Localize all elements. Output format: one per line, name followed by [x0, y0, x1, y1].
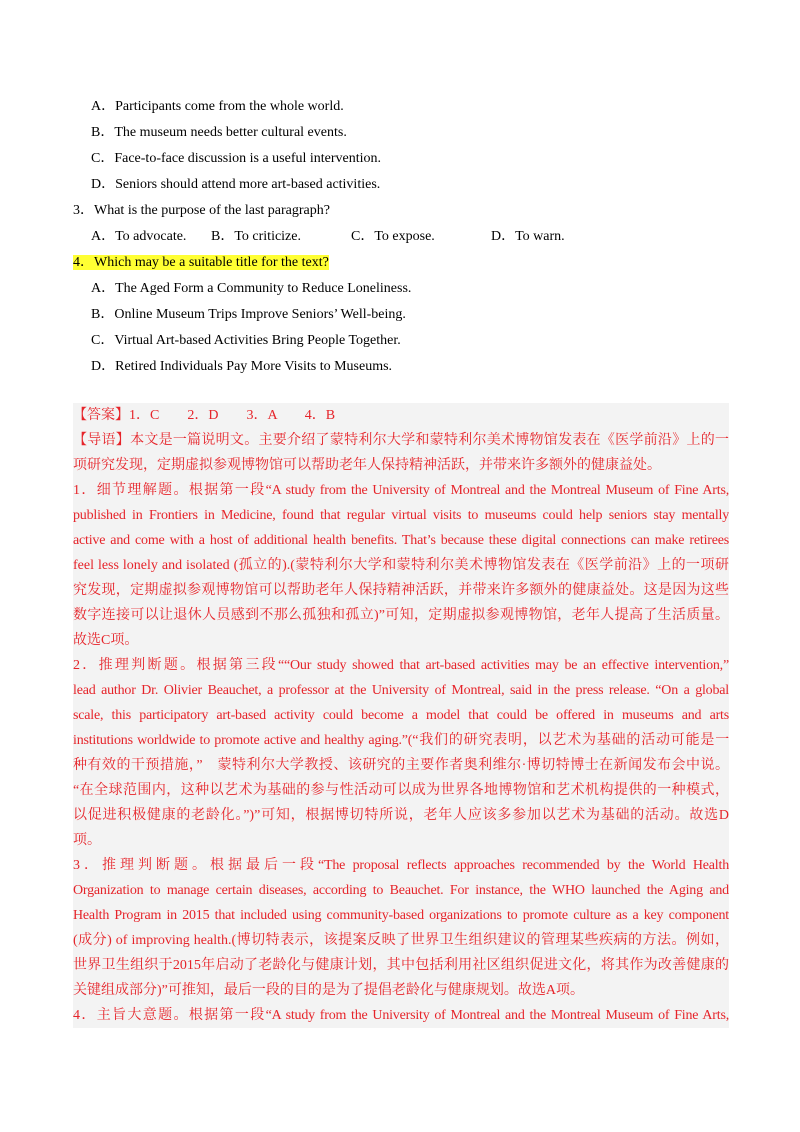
answer-line: “在全球范围内，这种以艺术为基础的参与性活动可以成为世界各地博物馆和艺术机构提供的一种模式， — [73, 783, 729, 798]
answer-line: institutions worldwide to promote active and healthy aging.”(“我们的研究表明，以艺术为基础的活动可能是一 — [73, 733, 729, 748]
q4-stem-line — [73, 250, 733, 276]
q3-stem: 3．What is the purpose of the last paragraph? — [73, 203, 330, 218]
answer-line: published in Frontiers in Medicine, found that regular virtual visits to museums could help seniors stay mentally — [73, 508, 729, 523]
q4-option-a: A．The Aged Form a Community to Reduce Loneliness. — [91, 281, 412, 296]
answer-line: 以促进积极健康的老龄化。”)”可知，根据博切特所说，老年人应该多参加以艺术为基础的活动。故选D — [73, 808, 729, 823]
q4-option-d: D．Retired Individuals Pay More Visits to Museums. — [91, 359, 393, 374]
answer-line: Health Program in 2015 that included using community-based organizations to promote culture as a key component — [73, 908, 729, 923]
q4-stem: 4．Which may be a suitable title for the text? — [73, 255, 329, 270]
answer-line: 种有效的干预措施，” 蒙特利尔大学教授、该研究的主要作者奥利维尔·博切特博士在新闻发布会中说。 — [73, 758, 729, 773]
answer-key: 【答案】1．C 2．D 3．A 4．B — [73, 408, 336, 423]
q2-option-c: C．Face-to-face discussion is a useful intervention. — [91, 151, 382, 166]
q2-option-d: D．Seniors should attend more art-based activities. — [91, 177, 381, 192]
q3-option-b: B．To criticize. — [211, 229, 301, 244]
answer-line: 故选C项。 — [73, 633, 139, 648]
q3-options — [73, 224, 733, 250]
answer-line: 究发现，定期虚拟参观博物馆可以帮助老年人保持精神活跃，并带来许多额外的健康益处。这是因为这些 — [73, 583, 729, 598]
answer-section — [73, 403, 729, 1028]
q3-option-c: C．To expose. — [351, 229, 435, 244]
answer-line: 关键组成部分)”可推知，最后一段的目的是为了提倡老龄化与健康规划。故选A项。 — [73, 983, 584, 998]
q4-option-c: C．Virtual Art-based Activities Bring People Together. — [91, 333, 401, 348]
q2-option-b: B．The museum needs better cultural events. — [91, 125, 347, 140]
q2-option-a: A．Participants come from the whole world. — [91, 99, 344, 114]
answer-line: 世界卫生组织于2015年启动了老龄化与健康计划，其中包括利用社区组织促进文化，将其作为改善健康的 — [73, 958, 729, 973]
answer-line: 【导语】本文是一篇说明文。主要介绍了蒙特利尔大学和蒙特利尔美术博物馆发表在《医学前沿》上的一 — [73, 433, 729, 448]
answer-line: scale, this participatory art-based activity could become a model that could be offered in museums and arts — [73, 708, 729, 723]
q3-option-a: A．To advocate. — [91, 229, 187, 244]
q3-option-d: D．To warn. — [491, 229, 565, 244]
answer-line: active and come with a host of additional health benefits. That’s because these digital connections can make retirees — [73, 533, 729, 548]
answer-line: 2．推理判断题。根据第三段““Our study showed that art-based activities may be an effective intervention,” — [73, 658, 729, 673]
answer-line: 项。 — [73, 833, 101, 848]
answer-line: Organization to manage certain diseases, according to Beauchet. For instance, the WHO launched the Aging and — [73, 883, 729, 898]
answer-line: 项研究发现，定期虚拟参观博物馆可以帮助老年人保持精神活跃，并带来许多额外的健康益处。 — [73, 458, 661, 473]
answer-line: 4．主旨大意题。根据第一段“A study from the University of Montreal and the Montreal Museum of Fine Arts, — [73, 1008, 729, 1023]
answer-line: (成分) of improving health.(博切特表示，该提案反映了世界卫生组织建议的管理某些疾病的方法。例如， — [73, 933, 729, 948]
answer-line: 3．推理判断题。根据最后一段“The proposal reflects approaches recommended by the World Health — [73, 858, 729, 873]
answer-line: lead author Dr. Olivier Beauchet, a professor at the University of Montreal, said in the press release. “On a global — [73, 683, 729, 698]
answer-line: feel less lonely and isolated (孤立的).(蒙特利尔大学和蒙特利尔美术博物馆发表在《医学前沿》上的一项研 — [73, 558, 729, 573]
q4-option-b: B．Online Museum Trips Improve Seniors’ Well-being. — [91, 307, 406, 322]
questions-block — [73, 94, 733, 380]
answer-line: 数字连接可以让退休人员感到不那么孤独和孤立)”可知，定期虚拟参观博物馆，老年人提高了生活质量。 — [73, 608, 729, 623]
answer-line: 1．细节理解题。根据第一段“A study from the University of Montreal and the Montreal Museum of Fine Arts, — [73, 483, 729, 498]
